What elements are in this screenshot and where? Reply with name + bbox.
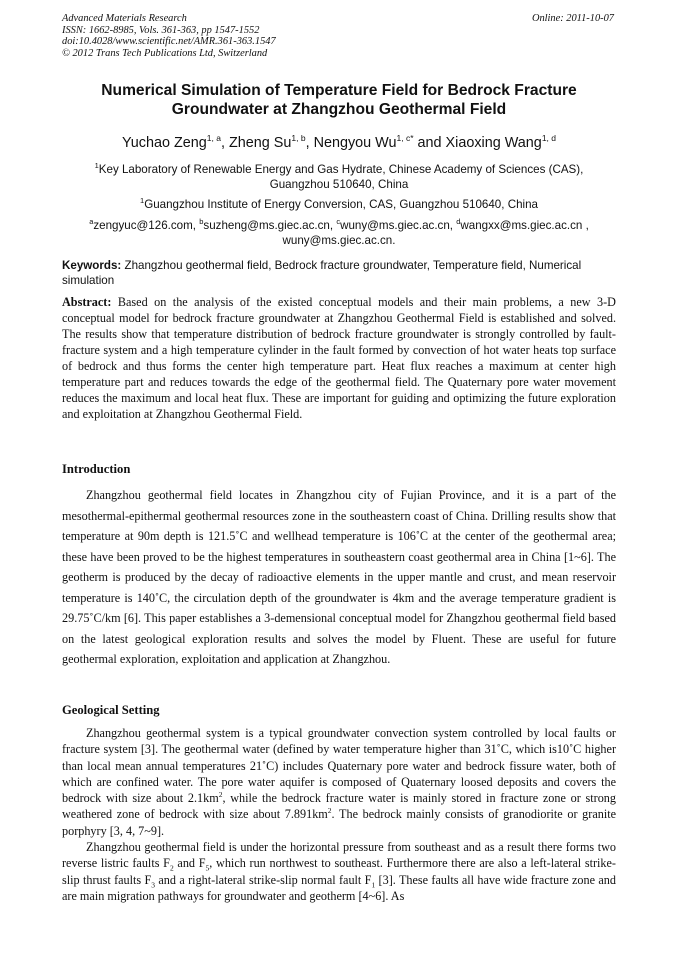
- author-affiliation-mark: 1, b: [291, 133, 306, 143]
- abstract-label: Abstract:: [62, 295, 112, 309]
- doi-line: doi:10.4028/www.scientific.net/AMR.361-363.1547: [62, 36, 276, 48]
- author-separator: ,: [220, 134, 229, 151]
- author-separator: ,: [305, 134, 314, 151]
- affiliation-line: Key Laboratory of Renewable Energy and Gas Hydrate, Chinese Academy of Sciences (CAS),: [98, 162, 584, 176]
- email-address[interactable]: wuny@ms.giec.ac.cn.: [282, 233, 396, 247]
- author-affiliation-mark: 1, c*: [396, 133, 414, 143]
- journal-header: [62, 13, 276, 59]
- geological-paragraph-1: Zhangzhou geothermal system is a typical groundwater convection system controlled by local faults or fracture system [3]. The geothermal water (defined by water temperature higher than 31˚C, which is10˚C higher than local mean annual temperatures 21˚C) includes Quaternary pore water and bedrock fissure water, both of which are confined water. The pore water aquifer is composed of Quaternary loosed deposits and covers the bedrock with size about $2.1km^2$, while the bedrock fracture water is mainly stored in fracture zone or strong weathered zone of bedrock with size about $7.891km^2$. The bedrock mainly consists of granodiorite or granite porphyry [3, 4, 7~9].: [62, 726, 616, 838]
- email-address[interactable]: wangxx@ms.giec.ac.cn ,: [460, 218, 589, 232]
- author-list: [62, 129, 616, 152]
- geological-paragraph-2: Zhangzhou geothermal field is under the horizontal pressure from southeast and as a result there forms two reverse listric faults $F_2$ and $F_5$, which run northwest to southeast. Furthermore there are also a left-lateral strike-slip thrust faults $F_3$ and a right-lateral strike-slip normal fault $F_1$ [3]. These faults all have wide fracture zone and are main migration pathways for groundwater and geotherm [4~6]. As: [62, 840, 616, 903]
- email-mark: c: [336, 217, 341, 226]
- author-affiliation-mark: 1, a: [206, 133, 221, 143]
- affiliation-mark: 1: [140, 196, 145, 205]
- email-address[interactable]: wuny@ms.giec.ac.cn,: [340, 218, 457, 232]
- author-name: Yuchao Zeng: [121, 134, 207, 151]
- introduction-heading: Introduction: [62, 462, 131, 476]
- author-name: Zheng Su: [228, 134, 292, 151]
- affiliation-1: [62, 158, 616, 192]
- geological-setting-heading: Geological Setting: [62, 703, 160, 717]
- affiliation-line: Guangzhou 510640, China: [269, 177, 409, 191]
- email-mark: a: [89, 217, 94, 226]
- abstract-section: [62, 294, 616, 422]
- email-list: [62, 214, 616, 248]
- keywords-label: Keywords:: [62, 259, 122, 272]
- email-mark: b: [199, 217, 204, 226]
- title-line-2: Groundwater at Zhangzhou Geothermal Field: [171, 101, 507, 118]
- email-address[interactable]: zengyuc@126.com,: [93, 218, 200, 232]
- introduction-paragraph: Zhangzhou geothermal field locates in Zhangzhou city of Fujian Province, and it is a part of the mesothermal-epithermal geothermal resources zone in the southeastern coast of China. Drilling results show that temperature at 90m depth is 121.5˚C and wellhead temperature is 106˚C at the center of the geothermal area; these have been proved to be the highest temperatures in southeastern coast geothermal area in China [1~6]. The geotherm is produced by the decay of radioactive elements in the upper mantle and crust, and mean reservoir temperature is 140˚C, the circulation depth of the groundwater is 4km and the average temperature gradient is 29.75˚C/km [6]. This paper establishes a 3-demensional conceptual model for Zhangzhou geothermal field based on the latest geological exploration results and solves the model by Fluent. These are useful for future geothermal exploration, exploitation and application at Zhangzhou.: [62, 488, 616, 666]
- introduction-section: [62, 485, 616, 670]
- keywords-text: Zhangzhou geothermal field, Bedrock fracture groundwater, Temperature field, Numerical simulation: [62, 259, 582, 287]
- title-line-1: Numerical Simulation of Temperature Field for Bedrock Fracture: [101, 82, 577, 99]
- affiliation-2: [62, 193, 616, 212]
- author-affiliation-mark: 1, d: [541, 133, 556, 143]
- journal-name: Advanced Materials Research: [62, 13, 187, 24]
- copyright-line: © 2012 Trans Tech Publications Ltd, Switzerland: [62, 47, 268, 59]
- author-separator: and: [413, 134, 446, 151]
- abstract-text: Based on the analysis of the existed conceptual models and their main problems, a new 3-D conceptual model for bedrock fracture groundwater at Zhangzhou Geothermal Field is established and solved. The results show that temperature distribution of bedrock fracture groundwater is strongly controlled by fault-fracture system and a high temperature cylinder in the fault formed by convection of hot water heats top surface of bedrock and thus forms the center high temperature part. Heat flux reaches a maximum at center high temperature part and reduces towards the edge of the geothermal field. The Quaternary pore water movement reduces the maximum and local heat flux. These are important for guiding and optimizing the future exploration and exploitation at Zhangzhou Geothermal Field.: [62, 295, 616, 421]
- affiliation-line: Guangzhou Institute of Energy Conversion, CAS, Guangzhou 510640, China: [144, 197, 538, 211]
- affiliation-mark: 1: [94, 161, 99, 170]
- paper-title: [62, 81, 616, 119]
- email-mark: d: [456, 217, 461, 226]
- author-name: Nengyou Wu: [313, 134, 397, 151]
- author-name: Xiaoxing Wang: [445, 134, 542, 151]
- online-date: Online: 2011-10-07: [531, 13, 614, 24]
- issn-line: ISSN: 1662-8985, Vols. 361-363, pp 1547-1552: [62, 24, 260, 36]
- geological-setting-section: [62, 725, 616, 904]
- email-address[interactable]: suzheng@ms.giec.ac.cn,: [203, 218, 337, 232]
- keywords-section: [62, 259, 616, 288]
